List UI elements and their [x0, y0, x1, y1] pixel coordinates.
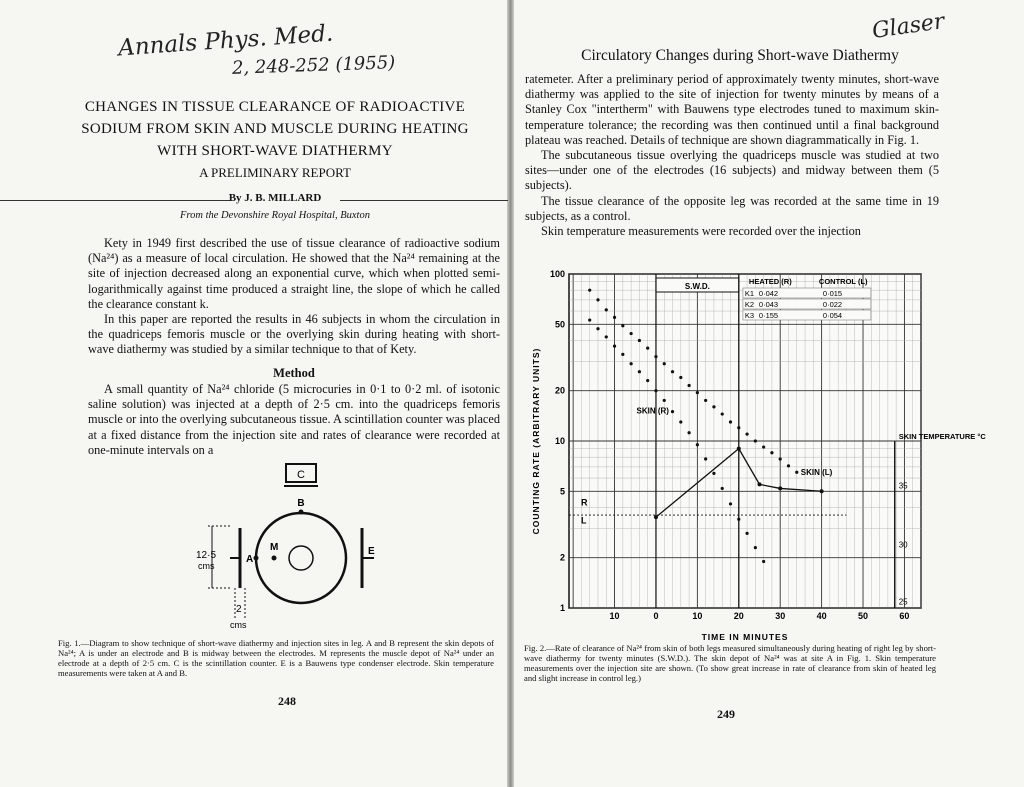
skin-temp-point: [778, 486, 782, 490]
y-tick-label: 100: [549, 269, 565, 279]
skin-right-point: [605, 335, 608, 338]
skin-left-point: [737, 426, 740, 429]
skin-right-point: [671, 410, 674, 413]
intro-paragraph-2: In this paper are reported the results in 46 subjects in whom the circulation in the quadriceps femoris muscle or the overlying skin during heating with short-wave diathermy was studied by a similar technique to that of Kety.: [88, 312, 500, 357]
right-page-number: 249: [717, 707, 735, 721]
dimension-gap-unit: cms: [230, 620, 247, 630]
label-e: E: [368, 546, 375, 557]
skin-temp-point: [757, 482, 761, 486]
intro-paragraph-1: Kety in 1949 first described the use of tissue clearance of radioactive sodium (Na²⁴) as a measure of local circulation. He showed that the Na²⁴ remaining at the site of injection decreased along an exponential curve, which when plotted semi-logarithmically against time produced a straight line, the slope of which he called the clearance constant k.: [88, 236, 500, 311]
affiliation: From the Devonshire Royal Hospital, Buxton: [180, 210, 370, 221]
skin-left-label: SKIN (L): [800, 468, 833, 478]
x-tick-label: 60: [899, 611, 910, 621]
skin-right-point: [596, 327, 599, 330]
skin-left-point: [679, 376, 682, 379]
skin-right-point: [630, 362, 633, 365]
skin-right-point: [696, 443, 699, 446]
k-table-row-label: K2: [744, 300, 755, 309]
k-table-heated-value: 0·043: [758, 300, 779, 309]
skin-left-point: [605, 308, 608, 311]
skin-right-point: [654, 389, 657, 392]
x-axis-title: TIME IN MINUTES: [701, 632, 789, 642]
skin-left-point: [696, 391, 699, 394]
skin-temp-point: [737, 447, 741, 451]
skin-right-point: [588, 318, 591, 321]
skin-left-point: [754, 439, 757, 442]
k-table-header-heated: HEATED (R): [748, 277, 792, 286]
title-line-2: SODIUM FROM SKIN AND MUSCLE DURING HEATING: [81, 121, 469, 137]
skin-left-point: [654, 355, 657, 358]
title-line-1: CHANGES IN TISSUE CLEARANCE OF RADIOACTIVE: [84, 99, 466, 115]
right-paragraph-3: The tissue clearance of the opposite leg was recorded at the same time in 19 subjects, as a control.: [525, 193, 939, 223]
y-tick-label: 50: [554, 319, 565, 330]
skin-right-point: [762, 560, 765, 563]
right-paragraph-1: ratemeter. After a preliminary period of approximately twenty minutes, short-wave diathermy was applied to the site of injection for twenty minutes by means of a Stanley Cox "intertherm" with Bauwens type electrodes tuned to maximum skin-temperature tolerance; the recording was then continued until a final background plateau was reached. Details of technique are shown diagrammatically in Fig. 1.: [525, 72, 939, 147]
marker-r: R: [581, 497, 588, 508]
x-tick-label: 10: [692, 611, 703, 621]
leg-cross-section: [256, 513, 346, 603]
k-table-row-label: K1: [744, 289, 755, 298]
article-title: [40, 96, 510, 162]
skin-right-point: [754, 546, 757, 549]
skin-left-point: [613, 316, 616, 319]
k-table-control-value: 0·054: [822, 311, 843, 320]
skin-right-label: SKIN (R): [636, 406, 669, 416]
k-table-heated-value: 0·155: [758, 311, 779, 320]
skin-right-point: [638, 370, 641, 373]
x-tick-label: 40: [816, 611, 827, 621]
skin-left-point: [779, 457, 782, 460]
skin-left-point: [646, 346, 649, 349]
temp-axis-label: SKIN TEMPERATURE °C: [898, 432, 986, 441]
skin-right-point: [737, 518, 740, 521]
skin-right-point: [704, 457, 707, 460]
skin-right-point: [663, 399, 666, 402]
depot-a-dot: [254, 556, 259, 561]
handwritten-reference-note: 2, 248-252 (1955): [231, 52, 396, 79]
label-b: B: [297, 498, 305, 509]
skin-left-point: [663, 362, 666, 365]
y-tick-label: 1: [559, 603, 565, 613]
skin-left-point: [729, 420, 732, 423]
label-c: C: [297, 469, 305, 481]
dimension-distance-unit: cms: [198, 561, 215, 571]
k-table-control-value: 0·015: [822, 289, 843, 298]
depot-m-dot: [272, 556, 277, 561]
skin-right-point: [712, 472, 715, 475]
fig2-caption: Fig. 2.—Rate of clearance of Na²⁴ from skin of both legs measured simultaneously during heating of right leg by short-wave diathermy for twenty minutes (S.W.D.). The skin depot of Na²⁴ was at site A in Fig. 1. Skin temperature measurements over the injection site are shown. (To show great increase in rate of clearance from skin of heated leg and slight increase in control leg.): [524, 643, 936, 683]
skin-left-point: [596, 298, 599, 301]
skin-left-point: [795, 471, 798, 474]
intro-section: [88, 236, 500, 358]
skin-temp-point: [654, 515, 658, 519]
handwritten-author-note: Glaser: [870, 9, 946, 44]
method-section: [88, 382, 500, 458]
dimension-gap: 2: [236, 604, 242, 615]
skin-left-point: [745, 432, 748, 435]
skin-left-point: [762, 445, 765, 448]
byline-rule-right: [340, 200, 508, 201]
title-line-3: WITH SHORT-WAVE DIATHERMY: [157, 143, 393, 159]
skin-right-point: [646, 379, 649, 382]
skin-right-point: [613, 345, 616, 348]
fig2-chart: [525, 256, 986, 648]
skin-right-point: [729, 502, 732, 505]
temp-tick-label: 30: [898, 540, 908, 550]
skin-right-point: [679, 420, 682, 423]
y-tick-label: 5: [559, 486, 565, 497]
skin-left-point: [638, 339, 641, 342]
skin-left-point: [704, 399, 707, 402]
marker-l: L: [581, 515, 587, 526]
k-table-header-control: CONTROL (L): [818, 277, 868, 286]
method-paragraph: A small quantity of Na²⁴ chloride (5 microcuries in 0·1 to 0·2 ml. of isotonic saline solution) was injected at a depth of 2·5 cm. into the quadriceps femoris muscle or into the overlying subcutaneous tissue. A scintillation counter was placed at a fixed distance from the injection site and rates of clearance were recorded at one-minute intervals on a: [88, 382, 500, 457]
dimension-distance: 12·5: [196, 550, 217, 561]
y-tick-label: 2: [559, 552, 565, 563]
right-body-text: [525, 72, 939, 239]
skin-left-point: [671, 370, 674, 373]
x-tick-label: 20: [733, 611, 744, 621]
skin-left-point: [687, 384, 690, 387]
left-page-number: 248: [278, 694, 296, 708]
skin-left-point: [721, 412, 724, 415]
y-tick-label: 20: [554, 385, 565, 396]
right-paragraph-2: The subcutaneous tissue overlying the quadriceps muscle was studied at two sites—under one of the electrodes (16 subjects) and midway between them (5 subjects).: [525, 148, 939, 193]
method-heading: Method: [273, 366, 315, 380]
bone-cross-section: [289, 546, 313, 570]
byline: By J. B. MILLARD: [228, 192, 322, 204]
x-tick-label: 10: [609, 611, 620, 621]
skin-left-point: [712, 405, 715, 408]
skin-right-point: [621, 353, 624, 356]
label-m: M: [270, 542, 279, 553]
article-subtitle: A PRELIMINARY REPORT: [199, 165, 351, 180]
label-a: A: [246, 554, 254, 565]
handwritten-journal-note: Annals Phys. Med.: [117, 20, 334, 62]
x-tick-label: 30: [775, 611, 786, 621]
fig1-diagram: [190, 462, 390, 630]
temp-tick-label: 35: [898, 481, 908, 491]
right-paragraph-4: Skin temperature measurements were recorded over the injection: [541, 224, 861, 239]
fig1-caption: Fig. 1.—Diagram to show technique of short-wave diathermy and injection sites in leg. A and B represent the skin depots of Na²⁴; A is under an electrode and B is midway between the electrodes. M represents the muscle depot of Na²⁴ under an electrode at a depth of 2·5 cm. C is the scintillation counter. E is a Bauwens type condenser electrode. Skin temperature measurements were taken at A and B.: [58, 638, 494, 678]
x-tick-label: 0: [653, 611, 659, 621]
temp-tick-label: 25: [898, 597, 908, 607]
y-axis-title: COUNTING RATE (ARBITRARY UNITS): [531, 347, 541, 535]
k-table-row-label: K3: [744, 311, 755, 320]
y-tick-label: 10: [554, 436, 565, 446]
swd-label: S.W.D.: [684, 282, 710, 291]
running-title: Circulatory Changes during Short-wave Diathermy: [581, 47, 899, 64]
skin-temp-point: [820, 489, 824, 493]
skin-left-point: [630, 332, 633, 335]
k-table-heated-value: 0·042: [758, 289, 779, 298]
k-table-control-value: 0·022: [822, 300, 843, 309]
skin-left-point: [588, 289, 591, 292]
skin-right-point: [745, 532, 748, 535]
skin-left-point: [621, 324, 624, 327]
skin-right-point: [687, 431, 690, 434]
skin-left-point: [787, 464, 790, 467]
x-tick-label: 50: [858, 611, 869, 621]
skin-left-point: [770, 451, 773, 454]
byline-rule-left: [0, 200, 230, 201]
skin-right-point: [721, 487, 724, 490]
